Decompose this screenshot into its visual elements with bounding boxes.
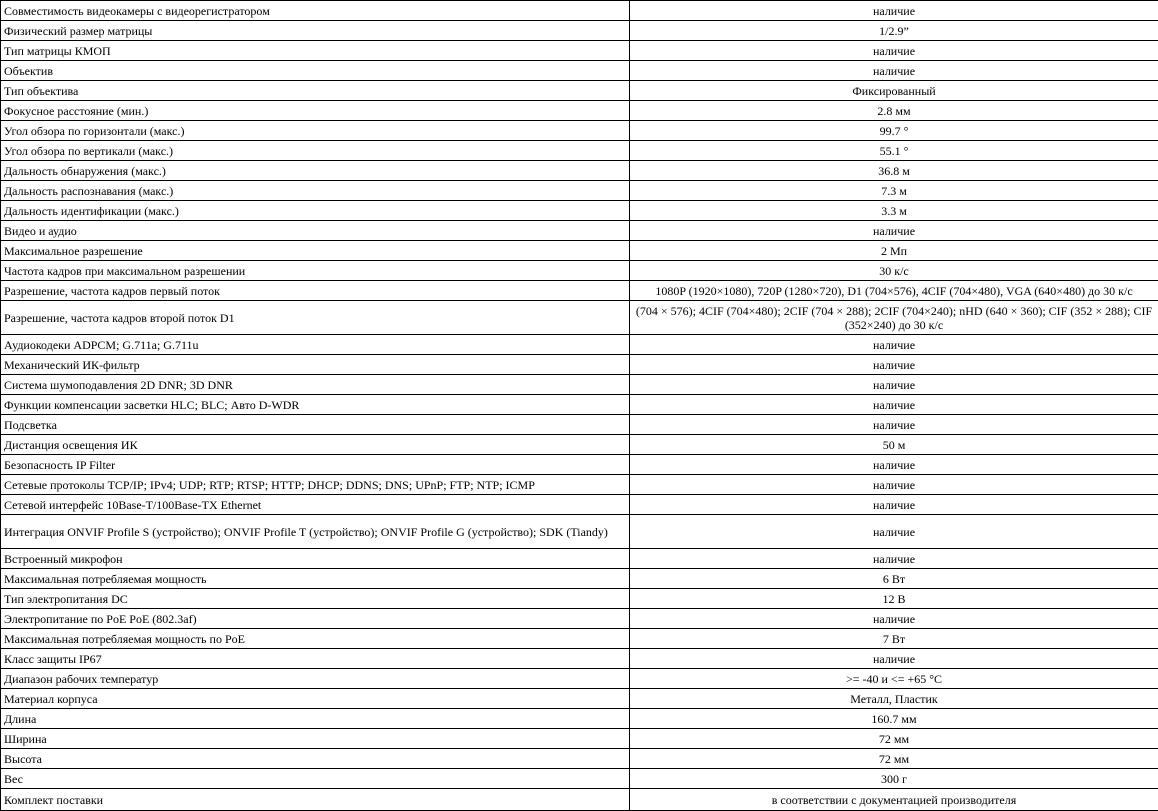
table-row — [1, 589, 1158, 609]
spec-value: наличие — [630, 455, 1158, 475]
table-row — [1, 729, 1158, 749]
spec-name: Физический размер матрицы — [1, 21, 630, 41]
spec-name: Тип матрицы КМОП — [1, 41, 630, 61]
spec-value: 72 мм — [630, 729, 1158, 749]
table-row — [1, 789, 1158, 811]
table-row — [1, 241, 1158, 261]
spec-value: 3.3 м — [630, 201, 1158, 221]
spec-name: Сетевые протоколы TCP/IP; IPv4; UDP; RTP; RTSP; HTTP; DHCP; DDNS; DNS; UPnP; FTP; NTP; ICMP — [1, 475, 630, 495]
spec-value: 6 Вт — [630, 569, 1158, 589]
table-row — [1, 335, 1158, 355]
spec-value: 12 В — [630, 589, 1158, 609]
table-row — [1, 455, 1158, 475]
table-row — [1, 515, 1158, 549]
table-row — [1, 609, 1158, 629]
spec-value: наличие — [630, 355, 1158, 375]
spec-name: Вес — [1, 769, 630, 789]
spec-name: Частота кадров при максимальном разрешении — [1, 261, 630, 281]
table-row — [1, 21, 1158, 41]
spec-name: Безопасность IP Filter — [1, 455, 630, 475]
spec-name: Максимальная потребляемая мощность — [1, 569, 630, 589]
spec-value: 1/2.9” — [630, 21, 1158, 41]
spec-name: Электропитание по PoE PoE (802.3af) — [1, 609, 630, 629]
spec-value: 30 к/с — [630, 261, 1158, 281]
table-row — [1, 475, 1158, 495]
spec-name: Дальность обнаружения (макс.) — [1, 161, 630, 181]
table-row — [1, 435, 1158, 455]
table-row — [1, 355, 1158, 375]
spec-value: Фиксированный — [630, 81, 1158, 101]
table-row — [1, 261, 1158, 281]
spec-name: Класс защиты IP67 — [1, 649, 630, 669]
spec-name: Дистанция освещения ИК — [1, 435, 630, 455]
table-row — [1, 1, 1158, 21]
spec-name: Встроенный микрофон — [1, 549, 630, 569]
spec-value: 55.1 ° — [630, 141, 1158, 161]
table-row — [1, 41, 1158, 61]
table-row — [1, 669, 1158, 689]
spec-name: Диапазон рабочих температур — [1, 669, 630, 689]
spec-value: >= -40 и <= +65 °C — [630, 669, 1158, 689]
spec-name: Дальность распознавания (макс.) — [1, 181, 630, 201]
spec-value: 36.8 м — [630, 161, 1158, 181]
spec-value: наличие — [630, 549, 1158, 569]
table-row — [1, 689, 1158, 709]
spec-name: Разрешение, частота кадров первый поток — [1, 281, 630, 301]
spec-value: наличие — [630, 61, 1158, 81]
spec-value: в соответствии с документацией производителя — [630, 789, 1158, 811]
spec-value: Металл, Пластик — [630, 689, 1158, 709]
table-row — [1, 629, 1158, 649]
table-row — [1, 749, 1158, 769]
table-row — [1, 709, 1158, 729]
table-row — [1, 769, 1158, 789]
spec-value: 7 Вт — [630, 629, 1158, 649]
spec-value: наличие — [630, 495, 1158, 515]
spec-name: Комплект поставки — [1, 789, 630, 811]
spec-value: 2 Мп — [630, 241, 1158, 261]
spec-name: Подсветка — [1, 415, 630, 435]
table-row — [1, 569, 1158, 589]
spec-name: Функции компенсации засветки HLC; BLC; Авто D-WDR — [1, 395, 630, 415]
spec-value: 50 м — [630, 435, 1158, 455]
spec-value: наличие — [630, 515, 1158, 549]
spec-value: 300 г — [630, 769, 1158, 789]
spec-value: 7.3 м — [630, 181, 1158, 201]
spec-name: Ширина — [1, 729, 630, 749]
table-row — [1, 181, 1158, 201]
spec-name: Фокусное расстояние (мин.) — [1, 101, 630, 121]
spec-value: (704 × 576); 4CIF (704×480); 2CIF (704 × 288); 2CIF (704×240); nHD (640 × 360); CIF (352 × 288); CIF (352×240) до 30 к/с — [630, 301, 1158, 335]
spec-name: Тип электропитания DC — [1, 589, 630, 609]
spec-name: Система шумоподавления 2D DNR; 3D DNR — [1, 375, 630, 395]
table-row — [1, 201, 1158, 221]
table-row — [1, 495, 1158, 515]
spec-name: Дальность идентификации (макс.) — [1, 201, 630, 221]
spec-value: наличие — [630, 395, 1158, 415]
spec-value: наличие — [630, 475, 1158, 495]
table-row — [1, 141, 1158, 161]
table-row — [1, 161, 1158, 181]
table-row — [1, 81, 1158, 101]
spec-value: наличие — [630, 221, 1158, 241]
spec-name: Совместимость видеокамеры с видеорегистратором — [1, 1, 630, 21]
spec-value: наличие — [630, 41, 1158, 61]
table-row — [1, 549, 1158, 569]
spec-value: наличие — [630, 649, 1158, 669]
spec-name: Длина — [1, 709, 630, 729]
spec-name: Аудиокодеки ADPCM; G.711a; G.711u — [1, 335, 630, 355]
spec-name: Материал корпуса — [1, 689, 630, 709]
table-row — [1, 281, 1158, 301]
spec-name: Тип объектива — [1, 81, 630, 101]
spec-value: 99.7 ° — [630, 121, 1158, 141]
spec-value: 72 мм — [630, 749, 1158, 769]
table-row — [1, 375, 1158, 395]
spec-name: Максимальное разрешение — [1, 241, 630, 261]
spec-name: Механический ИК-фильтр — [1, 355, 630, 375]
spec-name: Объектив — [1, 61, 630, 81]
spec-name: Сетевой интерфейс 10Base-T/100Base-TX Ethernet — [1, 495, 630, 515]
spec-value: 1080P (1920×1080), 720P (1280×720), D1 (704×576), 4CIF (704×480), VGA (640×480) до 30 к/с — [630, 281, 1158, 301]
spec-value: наличие — [630, 335, 1158, 355]
spec-value: наличие — [630, 609, 1158, 629]
spec-name: Угол обзора по вертикали (макс.) — [1, 141, 630, 161]
spec-name: Угол обзора по горизонтали (макс.) — [1, 121, 630, 141]
spec-name: Разрешение, частота кадров второй поток D1 — [1, 301, 630, 335]
table-row — [1, 61, 1158, 81]
spec-value: наличие — [630, 1, 1158, 21]
spec-value: 160.7 мм — [630, 709, 1158, 729]
spec-value: наличие — [630, 415, 1158, 435]
table-row — [1, 649, 1158, 669]
spec-name: Высота — [1, 749, 630, 769]
spec-name: Видео и аудио — [1, 221, 630, 241]
table-row — [1, 415, 1158, 435]
table-row — [1, 301, 1158, 335]
spec-name: Интеграция ONVIF Profile S (устройство); ONVIF Profile T (устройство); ONVIF Profile G (устройство); SDK (Tiandy) — [1, 515, 630, 549]
table-row — [1, 221, 1158, 241]
spec-value: 2.8 мм — [630, 101, 1158, 121]
table-row — [1, 101, 1158, 121]
table-row — [1, 121, 1158, 141]
spec-value: наличие — [630, 375, 1158, 395]
spec-name: Максимальная потребляемая мощность по PoE — [1, 629, 630, 649]
table-row — [1, 395, 1158, 415]
